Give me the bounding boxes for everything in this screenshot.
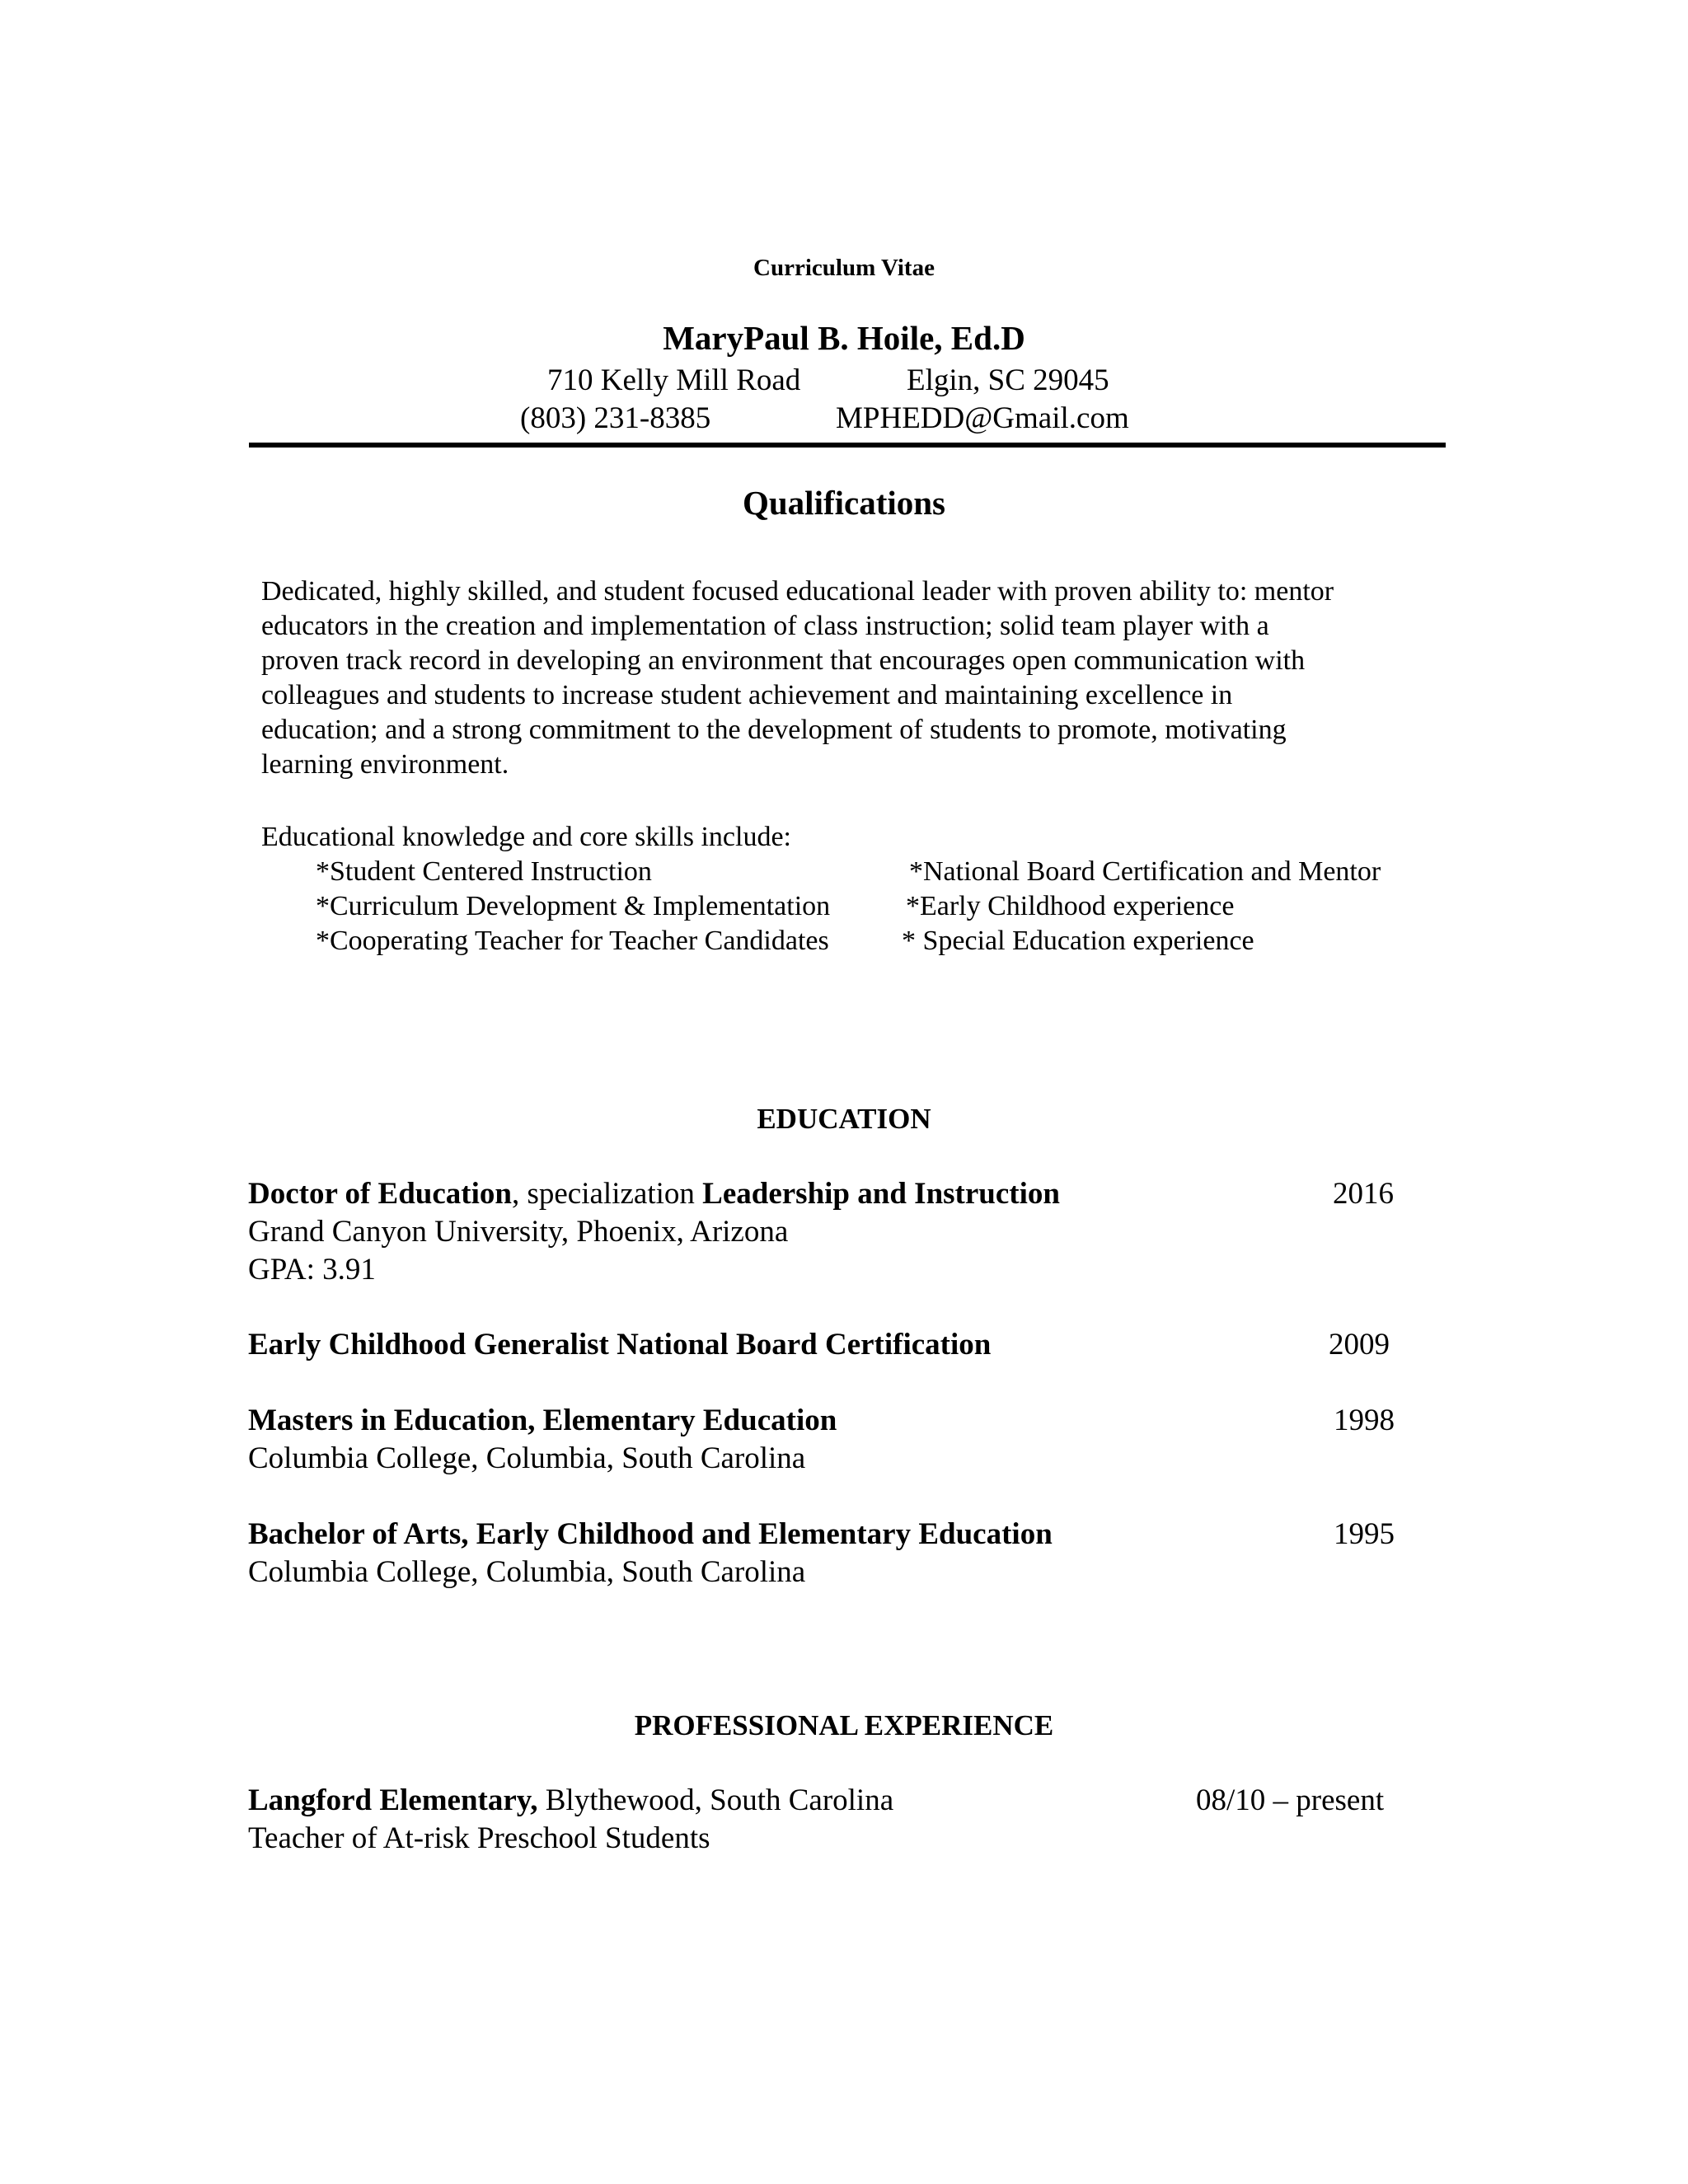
education-institution: Columbia College, Columbia, South Carolina	[248, 1555, 806, 1589]
paragraph-line: educators in the creation and implementation of class instruction; solid team player with a	[261, 611, 1269, 641]
education-institution: Columbia College, Columbia, South Carolina	[248, 1441, 806, 1475]
education-year: 1998	[1334, 1404, 1395, 1437]
experience-dates: 08/10 – present	[1196, 1783, 1385, 1817]
phone-number: (803) 231-8385	[520, 401, 711, 435]
candidate-name: MaryPaul B. Hoile, Ed.D	[663, 319, 1025, 357]
education-year: 2009	[1329, 1328, 1390, 1361]
paragraph-line: Dedicated, highly skilled, and student focused educational leader with proven ability to: mentor	[261, 576, 1334, 607]
experience-heading: PROFESSIONAL EXPERIENCE	[634, 1709, 1054, 1741]
document-label: Curriculum Vitae	[753, 255, 935, 281]
education-gpa: GPA: 3.91	[248, 1253, 376, 1286]
skill-item: *Cooperating Teacher for Teacher Candidates	[316, 926, 829, 956]
degree-name: Bachelor of Arts, Early Childhood and Elementary Education	[248, 1517, 1053, 1551]
email-address: MPHEDD@Gmail.com	[836, 401, 1129, 435]
employer-location: Blythewood, South Carolina	[537, 1783, 894, 1817]
degree-name: Early Childhood Generalist National Board Certification	[248, 1328, 992, 1361]
experience-role: Teacher of At-risk Preschool Students	[248, 1821, 710, 1855]
skill-item: *Curriculum Development & Implementation	[316, 891, 831, 921]
education-institution: Grand Canyon University, Phoenix, Arizona	[248, 1215, 789, 1249]
degree-name: Doctor of Education	[248, 1177, 512, 1211]
header-divider	[249, 443, 1446, 448]
skill-item: *Student Centered Instruction	[316, 856, 652, 887]
education-degree-line	[248, 1176, 1060, 1212]
paragraph-line: colleagues and students to increase student achievement and maintaining excellence in	[261, 680, 1233, 710]
paragraph-line: learning environment.	[261, 749, 509, 780]
experience-employer-line	[248, 1783, 893, 1818]
employer-name: Langford Elementary,	[248, 1783, 538, 1817]
address-city: Elgin, SC 29045	[907, 363, 1109, 397]
address-street: 710 Kelly Mill Road	[547, 363, 801, 397]
education-year: 1995	[1334, 1517, 1395, 1551]
qualifications-paragraph	[261, 574, 1456, 782]
skill-item: * Special Education experience	[902, 926, 1254, 956]
skill-item: *Early Childhood experience	[906, 891, 1235, 921]
skill-item: *National Board Certification and Mentor	[909, 856, 1381, 887]
paragraph-line: proven track record in developing an environment that encourages open communication with	[261, 645, 1306, 676]
education-year: 2016	[1333, 1177, 1394, 1211]
education-heading: EDUCATION	[757, 1103, 931, 1135]
degree-name: Masters in Education, Elementary Education	[248, 1404, 837, 1437]
paragraph-line: education; and a strong commitment to the development of students to promote, motivating	[261, 715, 1287, 745]
skills-intro: Educational knowledge and core skills include:	[261, 822, 791, 852]
qualifications-heading: Qualifications	[742, 484, 946, 522]
degree-connector: , specialization	[511, 1177, 703, 1211]
degree-specialization: Leadership and Instruction	[702, 1177, 1060, 1211]
